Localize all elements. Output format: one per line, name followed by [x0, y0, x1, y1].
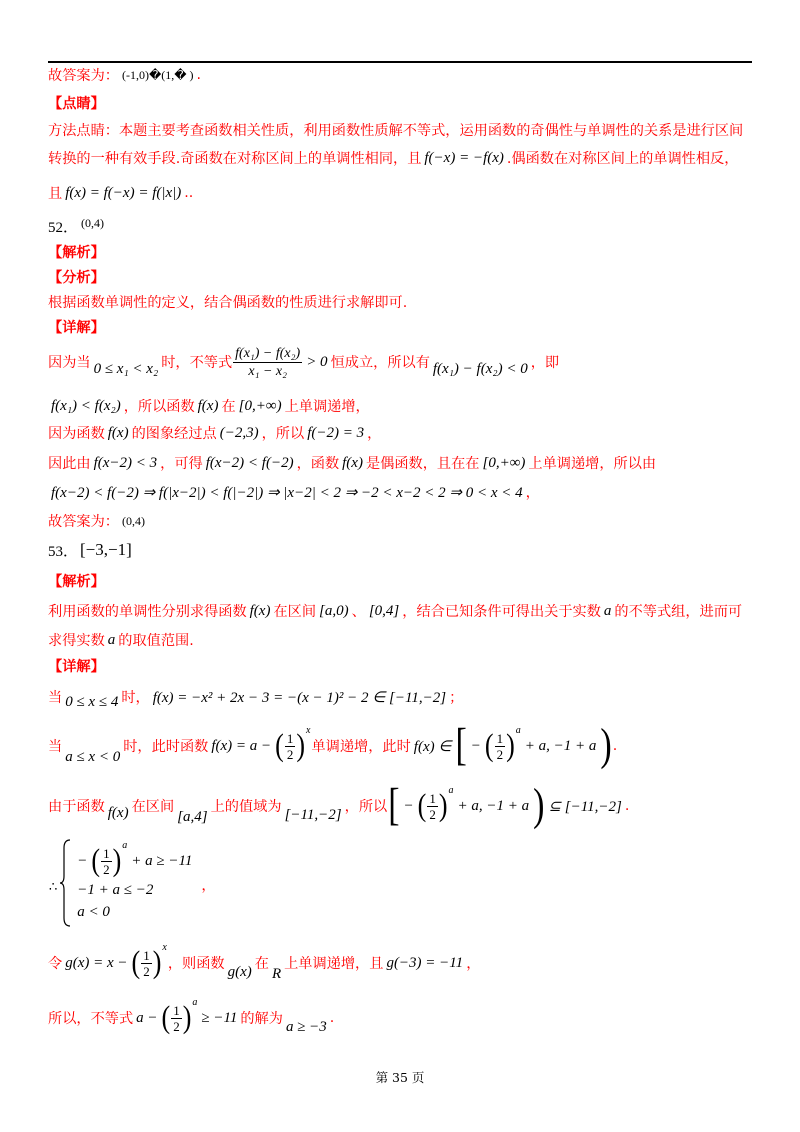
- math-expression: a −: [136, 1009, 158, 1026]
- section-heading: 【分析】: [48, 270, 105, 286]
- solution-text: ，: [466, 956, 481, 972]
- solution-text: .: [329, 1010, 335, 1026]
- solution-text: 上的值域为: [210, 799, 282, 815]
- math-expression: + a, −1 + a: [457, 797, 530, 814]
- q52-fenxi-text-line: [48, 292, 407, 312]
- math-expression: > 0: [306, 353, 328, 370]
- math-expression: [a,4]: [177, 808, 208, 825]
- q52-solution-line-5: [48, 482, 540, 502]
- left-paren: (: [417, 788, 427, 823]
- left-brace-path: [60, 840, 70, 926]
- solution-text: 在: [254, 956, 269, 972]
- question-answer: (0,4): [81, 215, 105, 230]
- math-expression: f(x₁) < f(x₂): [51, 397, 121, 414]
- math-expression: g(x) = x −: [65, 954, 128, 971]
- fraction: [427, 791, 438, 822]
- system-row-1: [74, 839, 195, 879]
- solution-text: 时，不等式: [161, 355, 233, 371]
- solution-text: 上单调递增，所以由: [528, 456, 657, 472]
- fraction-denominator: x₁ − x₂: [248, 363, 287, 379]
- math-expression: 0 ≤ x ≤ 4: [65, 693, 119, 710]
- section-heading: 【解析】: [48, 245, 105, 261]
- fraction: [141, 948, 152, 979]
- tip-line-1: [48, 120, 743, 140]
- math-expression: [0,+∞): [482, 454, 526, 471]
- analysis-text: 在区间: [273, 604, 317, 620]
- tip-text: .偶函数在对称区间上的单调性相反，: [506, 151, 739, 167]
- math-expression: f(x): [107, 424, 129, 441]
- question-number: 52．: [48, 219, 79, 236]
- therefore-symbol: ∴: [49, 879, 58, 895]
- q53-analysis-line-2: [48, 630, 194, 650]
- math-expression: g(x): [227, 963, 252, 980]
- minus-sign: −: [77, 852, 88, 869]
- solution-text: 上单调递增，: [284, 399, 370, 415]
- even-function-formula: f(x) = f(−x) = f(|x|): [65, 184, 182, 201]
- math-expression: f(x) = a −: [211, 737, 272, 754]
- fraction: [285, 731, 296, 762]
- solution-text: 当: [48, 739, 63, 755]
- solution-text: ，所以: [344, 799, 388, 815]
- analysis-text: 的取值范围.: [118, 633, 194, 649]
- tip-text: ..: [184, 185, 194, 201]
- solution-text: ，: [201, 878, 216, 894]
- q53-title-line: [48, 540, 132, 560]
- analysis-text: 、: [351, 604, 366, 620]
- fraction-numerator: 1: [286, 730, 294, 746]
- inequality-system: [48, 838, 216, 928]
- q53-step-6: [48, 996, 335, 1035]
- solution-text: 上单调递增，且: [284, 956, 384, 972]
- math-expression: −1 + a ≤ −2: [77, 881, 154, 898]
- fraction: [171, 1003, 182, 1034]
- fraction-numerator: 1: [429, 790, 436, 806]
- exponent: a: [192, 996, 198, 1008]
- answer-value: (0,4): [121, 513, 145, 528]
- math-expression: [0,+∞): [238, 397, 282, 414]
- solution-text: 恒成立，所以有: [330, 355, 430, 371]
- solution-text: .: [624, 798, 630, 814]
- tip-line-2: [48, 148, 738, 168]
- half-power-group: [91, 839, 128, 878]
- solution-text: 单调递增，此时: [311, 739, 411, 755]
- right-paren: ): [296, 728, 306, 763]
- minus-sign: −: [470, 737, 481, 754]
- q52-solution-line-3: [48, 423, 381, 443]
- fraction: [101, 846, 112, 877]
- right-paren: ): [438, 788, 448, 823]
- solution-text: ，: [367, 426, 382, 442]
- q52-jiexi-heading-line: [48, 242, 105, 262]
- solution-text: 所以，不等式: [48, 1011, 134, 1027]
- math-expression: f(x): [107, 804, 129, 821]
- solution-text: 在区间: [131, 799, 175, 815]
- analysis-text: 求得实数: [48, 633, 105, 649]
- fraction-denominator: 2: [429, 806, 436, 822]
- exponent: a: [448, 784, 454, 796]
- half-power-group: [484, 724, 521, 763]
- math-expression: [−11,−2]: [284, 806, 342, 823]
- exponent: a: [122, 839, 128, 851]
- math-expression: R: [271, 965, 282, 982]
- tip-heading-line: [48, 93, 105, 113]
- solution-text: ，: [525, 485, 540, 501]
- solution-text: 由于函数: [48, 799, 105, 815]
- left-bracket: [: [455, 720, 467, 771]
- analysis-text: 利用函数的单调性分别求得函数: [48, 604, 247, 620]
- solution-text: 因为函数: [48, 426, 105, 442]
- left-paren: (: [484, 728, 494, 763]
- solution-text: 时，: [121, 690, 150, 706]
- math-expression: a ≤ x < 0: [65, 748, 121, 765]
- fraction-numerator: f(x₁) − f(x₂): [235, 345, 301, 361]
- math-expression: f(x−2) < f(−2): [205, 454, 294, 471]
- analysis-text: 根据函数单调性的定义，结合偶函数的性质进行求解即可.: [48, 295, 408, 311]
- system-row-3: [74, 901, 195, 923]
- solution-text: .: [612, 738, 618, 754]
- fraction-denominator: 2: [143, 963, 150, 979]
- math-expression: + a, −1 + a: [524, 737, 597, 754]
- solution-text: 在: [221, 399, 236, 415]
- left-paren: (: [275, 728, 284, 763]
- fraction-denominator: 2: [173, 1018, 180, 1034]
- q52-fenxi-heading-line: [48, 267, 105, 287]
- fraction-numerator: 1: [103, 845, 110, 861]
- answer-period: .: [196, 67, 202, 83]
- solution-text: 因为当: [48, 355, 91, 371]
- left-brace: [59, 839, 71, 927]
- right-paren: ): [182, 1000, 192, 1035]
- tip-text: 方法点睛：本题主要考查函数相关性质，利用函数性质解不等式，运用函数的奇偶性与单调性的关系是进行区间: [48, 123, 744, 139]
- left-paren: (: [131, 945, 141, 980]
- tip-text: 且: [48, 186, 63, 202]
- system-rows: [74, 839, 195, 923]
- odd-function-formula: f(−x) = −f(x): [424, 149, 504, 166]
- q51-answer-line: [48, 65, 201, 85]
- half-power-group: [417, 784, 454, 823]
- analysis-text: 的不等式组，进而可: [614, 604, 743, 620]
- q53-analysis-line-1: [48, 601, 742, 621]
- answer-value: (-1,0)�(1,� ): [121, 67, 194, 82]
- solution-text: 令: [48, 956, 63, 972]
- left-paren: (: [161, 1000, 171, 1035]
- math-expression: a ≥ −3: [285, 1018, 327, 1035]
- fraction-denominator: 2: [103, 861, 110, 877]
- solution-text: ，所以函数: [123, 399, 195, 415]
- right-paren-big: ): [600, 720, 612, 771]
- math-expression: g(−3) = −11: [386, 954, 464, 971]
- tip-text: 转换的一种有效手段.奇函数在对称区间上的单调性相同，且: [48, 151, 422, 167]
- q52-final-answer-line: [48, 511, 148, 531]
- q52-title-line: [48, 216, 107, 236]
- q53-xiangjie-heading-line: [48, 656, 105, 676]
- fraction-denominator: 2: [496, 746, 504, 762]
- right-paren: ): [506, 728, 515, 763]
- math-expression: f(x−2) < 3: [93, 454, 158, 471]
- minus-sign: −: [403, 797, 414, 814]
- math-expression: ⊆ [−11,−2]: [548, 798, 622, 815]
- math-expression: a < 0: [77, 903, 110, 920]
- solution-text: 当: [48, 690, 63, 706]
- solution-text: ，函数: [296, 456, 340, 472]
- q52-solution-line-2: [48, 396, 370, 416]
- left-paren: (: [91, 843, 101, 878]
- q53-step-3: [48, 780, 630, 831]
- math-expression: a: [107, 631, 116, 648]
- solution-text: ，所以: [261, 426, 305, 442]
- q53-step-1: [48, 687, 464, 710]
- tip-line-3: [48, 183, 193, 203]
- fraction-numerator: 1: [173, 1002, 180, 1018]
- fraction-numerator: 1: [496, 730, 504, 746]
- right-paren: ): [112, 843, 122, 878]
- solution-text: ，则函数: [167, 956, 225, 972]
- solution-text: 的解为: [240, 1011, 283, 1027]
- math-expression: [a,0): [319, 602, 349, 619]
- section-heading: 【解析】: [48, 574, 105, 590]
- math-expression: f(x₁) − f(x₂) < 0: [432, 360, 528, 377]
- math-expression: f(x) = −x² + 2x − 3 = −(x − 1)² − 2 ∈ [−11,−2]: [152, 689, 447, 706]
- fraction-numerator: 1: [143, 947, 150, 963]
- difference-quotient-fraction: [233, 345, 302, 380]
- page-number: 第 35 页: [375, 1070, 425, 1085]
- solution-text: 是偶函数，且在在: [365, 456, 480, 472]
- solution-text: ，即: [530, 355, 560, 371]
- math-expression: f(x): [342, 454, 363, 471]
- answer-label: 故答案为：: [48, 514, 119, 530]
- half-power-group: [161, 996, 198, 1035]
- solution-text: ；: [449, 690, 464, 706]
- math-expression: 0 ≤ x₁ < x₂: [93, 360, 159, 377]
- fraction: [495, 731, 506, 762]
- q53-step-2: [48, 720, 618, 771]
- q52-xiangjie-heading-line: [48, 317, 105, 337]
- math-expression: (−2,3): [219, 424, 259, 441]
- math-expression: f(x) ∈: [413, 738, 452, 755]
- math-expression: + a ≥ −11: [131, 852, 193, 869]
- question-number: 53．: [48, 543, 79, 560]
- math-expression: f(x): [249, 602, 271, 619]
- left-bracket: [: [388, 780, 400, 831]
- exponent: x: [162, 941, 167, 953]
- section-heading: 【详解】: [48, 659, 105, 675]
- right-paren-big: ): [533, 780, 545, 831]
- answer-label: 故答案为：: [48, 68, 119, 84]
- math-derivation-chain: f(x−2) < f(−2) ⇒ f(|x−2|) < f(|−2|) ⇒ |x−2| < 2 ⇒ −2 < x−2 < 2 ⇒ 0 < x < 4: [51, 484, 523, 501]
- solution-text: 因此由: [48, 456, 91, 472]
- section-heading: 【详解】: [48, 320, 105, 336]
- tip-heading: 【点睛】: [48, 96, 105, 112]
- half-power-group: [131, 941, 167, 980]
- right-paren: ): [152, 945, 162, 980]
- math-expression: [0,4]: [368, 602, 400, 619]
- math-expression: a: [603, 602, 612, 619]
- exponent: x: [306, 724, 311, 736]
- half-power-group: [275, 724, 311, 763]
- fraction-denominator: 2: [286, 746, 294, 762]
- question-answer: [−3,−1]: [80, 540, 132, 559]
- q52-solution-line-4: [48, 453, 656, 473]
- analysis-text: ，结合已知条件可得出关于实数: [402, 604, 601, 620]
- exponent: a: [515, 724, 521, 736]
- math-expression: f(−2) = 3: [307, 424, 365, 441]
- q53-step-5: [48, 941, 481, 982]
- system-row-2: [74, 879, 195, 901]
- header-rule: [48, 61, 752, 63]
- solution-text: ，可得: [160, 456, 203, 472]
- solution-text: 的图象经过点: [131, 426, 217, 442]
- solution-text: 时，此时函数: [123, 739, 209, 755]
- math-expression: f(x): [197, 397, 219, 414]
- q52-solution-line-1: [48, 345, 560, 379]
- q53-jiexi-heading-line: [48, 571, 105, 591]
- math-expression: ≥ −11: [201, 1009, 238, 1026]
